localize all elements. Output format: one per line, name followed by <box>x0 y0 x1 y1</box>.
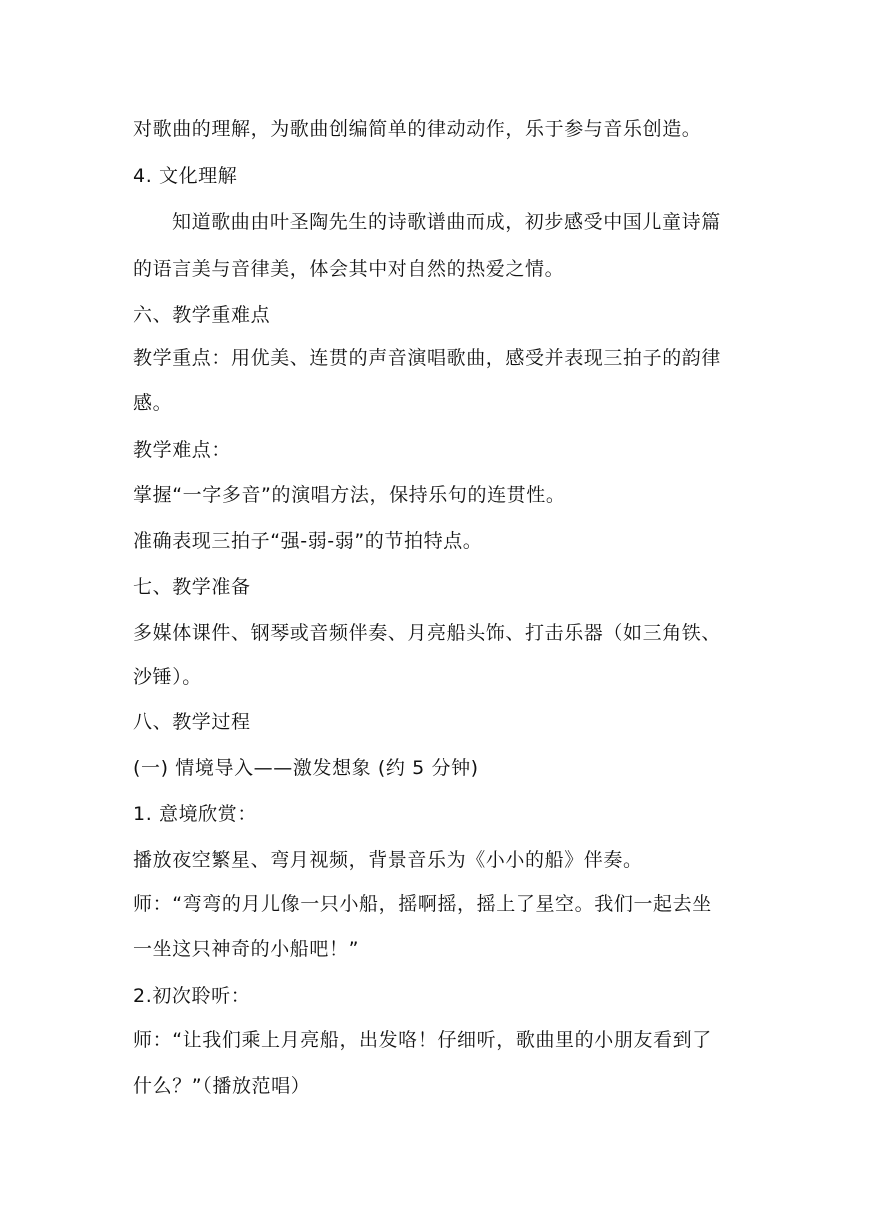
section-heading: 4. 文化理解 <box>133 165 238 187</box>
text-line: 1. 意境欣赏： <box>133 803 257 825</box>
text-line: 的语言美与音律美，体会其中对自然的热爱之情。 <box>133 258 565 280</box>
text-line: 掌握“一字多音”的演唱方法，保持乐句的连贯性。 <box>133 484 566 506</box>
section-heading: 八、教学过程 <box>133 711 251 733</box>
text-line: 对歌曲的理解，为歌曲创编简单的律动动作，乐于参与音乐创造。 <box>133 118 702 140</box>
text-line: 师：“让我们乘上月亮船，出发咯！仔细听，歌曲里的小朋友看到了 <box>133 1029 712 1051</box>
section-heading: 六、教学重难点 <box>133 304 271 326</box>
subsection-heading: (一) 情境导入——激发想象 (约 5 分钟) <box>133 757 479 779</box>
text-line: 知道歌曲由叶圣陶先生的诗歌谱曲而成，初步感受中国儿童诗篇 <box>172 211 721 233</box>
text-line: 准确表现三拍子“强-弱-弱”的节拍特点。 <box>133 530 483 552</box>
section-heading: 七、教学准备 <box>133 576 251 598</box>
text-line: 多媒体课件、钢琴或音频伴奏、月亮船头饰、打击乐器（如三角铁、 <box>133 622 722 644</box>
text-line: 沙锤）。 <box>133 666 202 688</box>
text-line: 教学重点：用优美、连贯的声音演唱歌曲，感受并表现三拍子的韵律 <box>133 347 722 369</box>
text-line: 播放夜空繁星、弯月视频，背景音乐为《小小的船》伴奏。 <box>133 849 643 871</box>
text-line: 教学难点： <box>133 439 232 461</box>
text-line: 师：“弯弯的月儿像一只小船，摇啊摇，摇上了星空。我们一起去坐 <box>133 893 712 915</box>
text-line: 感。 <box>133 392 173 414</box>
text-line: 一坐这只神奇的小船吧！” <box>133 938 360 960</box>
text-line: 什么？”（播放范唱） <box>133 1075 311 1097</box>
text-line: 2.初次聆听： <box>133 985 251 1007</box>
